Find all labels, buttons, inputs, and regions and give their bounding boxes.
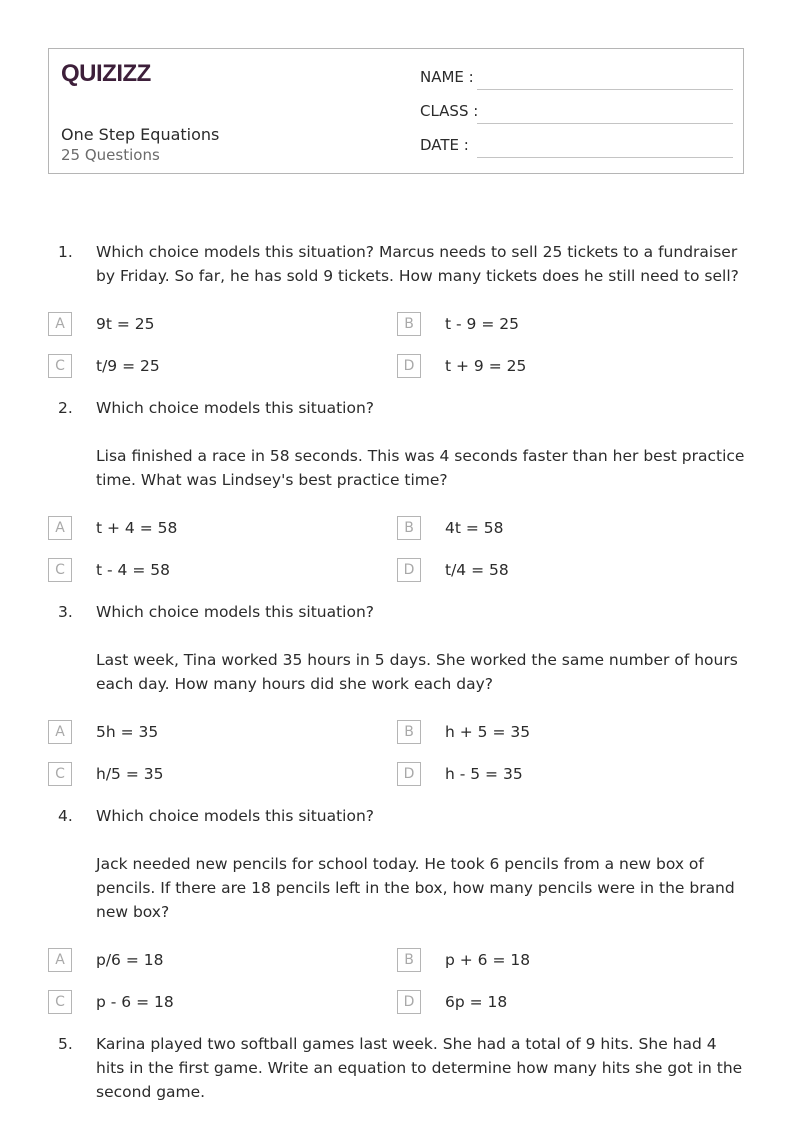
- question-paragraph: Which choice models this situation?: [96, 807, 375, 825]
- option-letter: C: [48, 762, 72, 786]
- worksheet-title: One Step Equations: [61, 125, 220, 144]
- question-list: [48, 240, 748, 1104]
- question-3: [48, 600, 748, 804]
- option-letter: B: [397, 948, 421, 972]
- answer-options: [48, 516, 748, 600]
- question-paragraph: Jack needed new pencils for school today. He took 6 pencils from a new box of pencils. If there are 18 pencils left in the box, how many pencils were in the brand new box?: [96, 855, 735, 921]
- option-text: 6p = 18: [445, 993, 508, 1011]
- question-number: 3.: [58, 603, 73, 621]
- option-letter: D: [397, 762, 421, 786]
- option-text: p + 6 = 18: [445, 951, 531, 969]
- option-text: 5h = 35: [96, 723, 159, 741]
- question-text: [96, 240, 748, 288]
- option-letter: A: [48, 312, 72, 336]
- name-input-line[interactable]: [477, 89, 733, 90]
- question-4: [48, 804, 748, 1032]
- question-paragraph: Lisa finished a race in 58 seconds. This was 4 seconds faster than her best practice time. What was Lindsey's best practice time?: [96, 447, 745, 489]
- quizizz-logo: [61, 60, 153, 86]
- question-1: [48, 240, 748, 396]
- question-text: [96, 1032, 748, 1104]
- svg-text:QUIZIZZ: QUIZIZZ: [61, 60, 151, 86]
- class-input-line[interactable]: [477, 123, 733, 124]
- option-letter: B: [397, 516, 421, 540]
- question-text: [96, 804, 748, 924]
- option-text: t - 4 = 58: [96, 561, 170, 579]
- question-paragraph: Which choice models this situation? Marcus needs to sell 25 tickets to a fundraiser by Friday. So far, he has sold 9 tickets. How many tickets does he still need to sell?: [96, 243, 739, 285]
- option-letter: C: [48, 354, 72, 378]
- date-input-line[interactable]: [477, 157, 733, 158]
- option-text: t + 4 = 58: [96, 519, 178, 537]
- option-text: h + 5 = 35: [445, 723, 531, 741]
- option-text: 4t = 58: [445, 519, 504, 537]
- question-number: 4.: [58, 807, 73, 825]
- option-letter: B: [397, 312, 421, 336]
- question-number: 1.: [58, 243, 73, 261]
- question-number: 2.: [58, 399, 73, 417]
- answer-options: [48, 312, 748, 396]
- answer-options: [48, 720, 748, 804]
- option-text: p/6 = 18: [96, 951, 164, 969]
- question-paragraph: Which choice models this situation?: [96, 603, 375, 621]
- question-paragraph: Karina played two softball games last week. She had a total of 9 hits. She had 4 hits in the first game. Write an equation to determine how many hits she got in the second game.: [96, 1035, 743, 1101]
- option-letter: D: [397, 990, 421, 1014]
- question-paragraph: Which choice models this situation?: [96, 399, 375, 417]
- option-text: 9t = 25: [96, 315, 155, 333]
- option-letter: D: [397, 354, 421, 378]
- option-letter: D: [397, 558, 421, 582]
- option-text: t + 9 = 25: [445, 357, 527, 375]
- option-text: h - 5 = 35: [445, 765, 523, 783]
- worksheet-header: [48, 48, 744, 174]
- option-text: t - 9 = 25: [445, 315, 519, 333]
- option-letter: A: [48, 516, 72, 540]
- class-label: CLASS :: [420, 102, 479, 120]
- date-label: DATE :: [420, 136, 469, 154]
- option-letter: A: [48, 948, 72, 972]
- question-2: [48, 396, 748, 600]
- question-paragraph: Last week, Tina worked 35 hours in 5 days. She worked the same number of hours each day. How many hours did she work each day?: [96, 651, 738, 693]
- option-text: t/4 = 58: [445, 561, 509, 579]
- option-letter: C: [48, 990, 72, 1014]
- question-number: 5.: [58, 1035, 73, 1053]
- question-text: [96, 600, 748, 696]
- option-text: t/9 = 25: [96, 357, 160, 375]
- question-5: [48, 1032, 748, 1104]
- question-count: 25 Questions: [61, 146, 160, 164]
- option-text: h/5 = 35: [96, 765, 164, 783]
- option-letter: B: [397, 720, 421, 744]
- option-letter: A: [48, 720, 72, 744]
- question-text: [96, 396, 748, 492]
- answer-options: [48, 948, 748, 1032]
- name-label: NAME :: [420, 68, 474, 86]
- option-text: p - 6 = 18: [96, 993, 174, 1011]
- option-letter: C: [48, 558, 72, 582]
